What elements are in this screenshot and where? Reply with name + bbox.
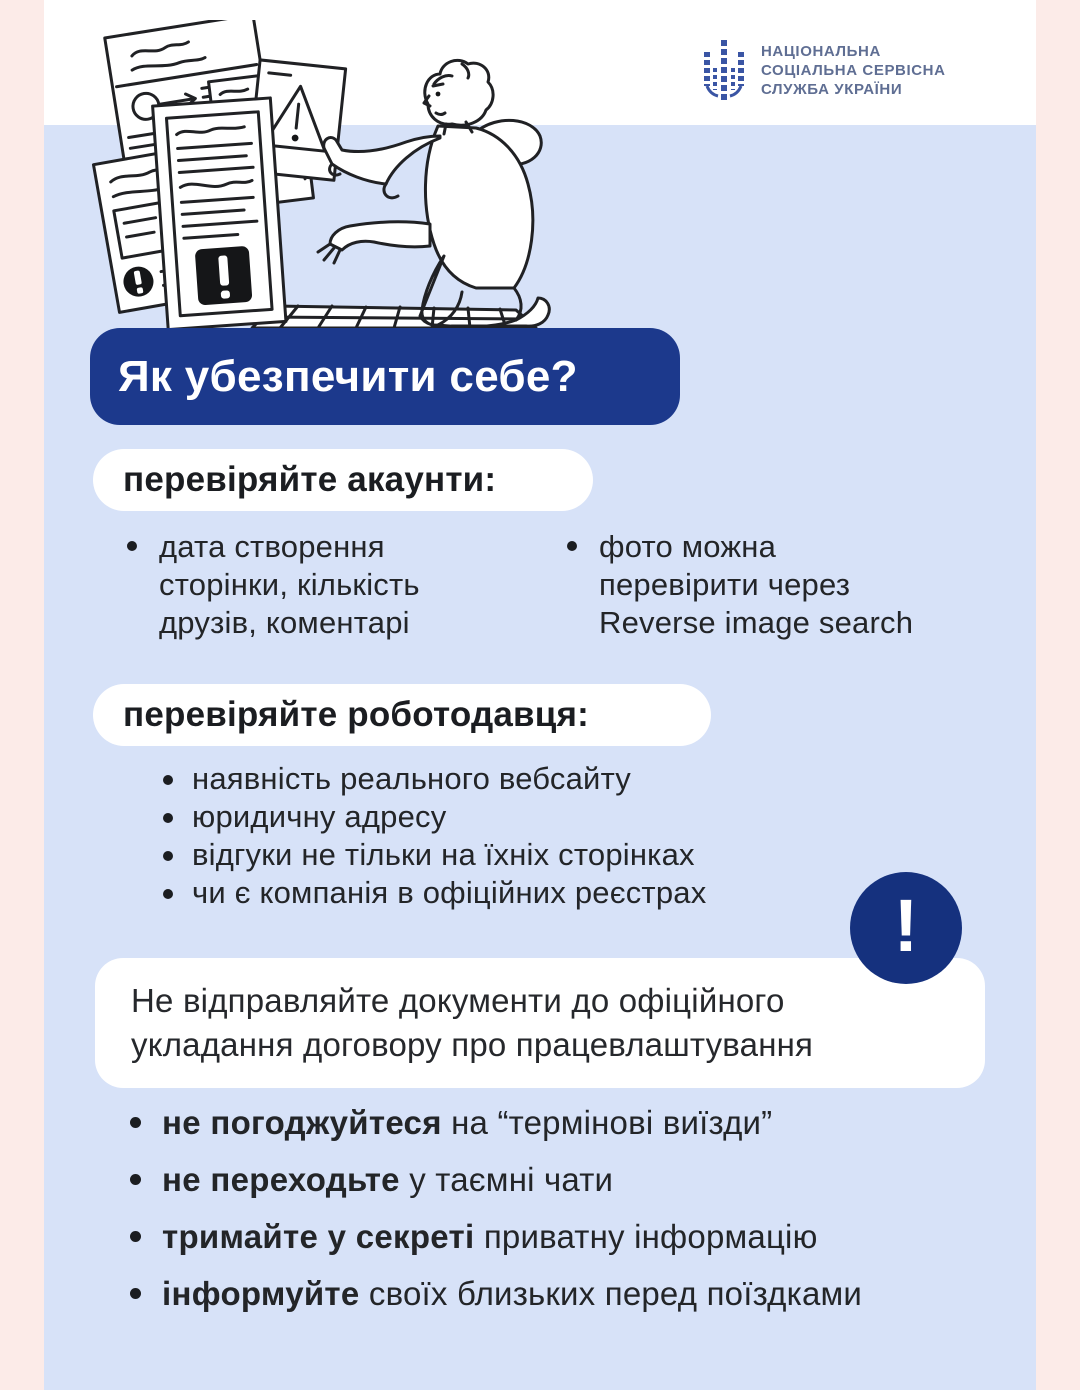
list-item: відгуки не тільки на їхніх сторінках	[163, 840, 706, 870]
bullet-line: сторінки, кількість	[159, 567, 420, 602]
bullet-dot	[130, 1117, 141, 1128]
list-item	[130, 1103, 1010, 1143]
bullet-line: дата створення	[159, 529, 385, 564]
tip-rest: приватну інформацію	[474, 1218, 818, 1255]
tip-bold: не погоджуйтеся	[162, 1104, 442, 1141]
list-item	[567, 528, 913, 642]
employer-checklist	[163, 761, 707, 916]
person-figure	[318, 60, 549, 326]
bullet-line: Reverse image search	[599, 605, 914, 640]
document-icon	[153, 98, 286, 330]
bullet-line: друзів, коментарі	[159, 605, 410, 640]
list-item	[130, 1217, 1010, 1257]
logo-text-line1: НАЦІОНАЛЬНА	[761, 42, 881, 60]
list-item: юридичну адресу	[163, 802, 706, 832]
bullet-line: фото можна	[599, 529, 777, 564]
warning-callout	[95, 958, 985, 1088]
bullet-dot	[163, 851, 173, 861]
illustration-person-laptop	[84, 20, 554, 336]
heading-check-employer: перевіряйте роботодавця:	[93, 684, 711, 746]
org-logo	[700, 34, 946, 106]
list-item	[127, 528, 420, 642]
heading-check-accounts: перевіряйте акаунти:	[93, 449, 593, 511]
list-item: чи є компанія в офіційних реєстрах	[163, 878, 706, 908]
logo-text-line3: СЛУЖБА УКРАЇНИ	[761, 80, 903, 98]
tip-bold: інформуйте	[162, 1275, 360, 1312]
bullet-dot	[127, 541, 137, 551]
tip-rest: своїх близьких перед поїздками	[359, 1275, 863, 1312]
bullet-dot	[163, 889, 173, 899]
logo-text-line2: СОЦІАЛЬНА СЕРВІСНА	[761, 61, 946, 79]
tip-rest: на “термінові виїзди”	[441, 1104, 773, 1141]
bullet-dot	[567, 541, 577, 551]
tip-bold: тримайте у секреті	[162, 1218, 475, 1255]
bullet-dot	[163, 775, 173, 785]
exclamation-badge-icon	[195, 246, 253, 306]
list-item	[130, 1160, 1010, 1200]
tip-bold: не переходьте	[162, 1161, 400, 1198]
warning-text-line: укладання договору про працевлаштування	[131, 1026, 814, 1063]
bullet-dot	[163, 813, 173, 823]
safety-tips-list	[130, 1103, 1010, 1331]
list-item	[130, 1274, 1010, 1314]
bullet-dot	[130, 1288, 141, 1299]
warning-text-line: Не відправляйте документи до офіційного	[131, 982, 785, 1019]
tip-rest: у таємні чати	[399, 1161, 614, 1198]
page-title: Як убезпечити себе?	[90, 328, 680, 425]
bullet-line: перевірити через	[599, 567, 851, 602]
trident-icon	[700, 34, 748, 106]
bullet-dot	[130, 1174, 141, 1185]
list-item: наявність реального вебсайту	[163, 764, 706, 794]
exclamation-icon: !	[850, 872, 962, 984]
bullet-dot	[130, 1231, 141, 1242]
